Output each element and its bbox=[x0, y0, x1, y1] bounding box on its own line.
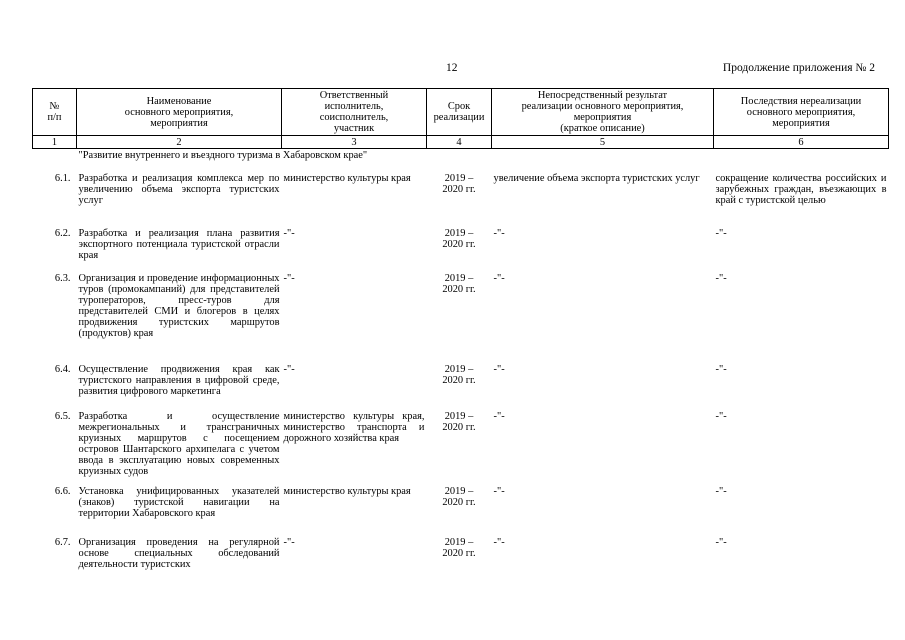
responsible-executor: министерство культуры края, министерство транспорта и дорожного хозяйства края bbox=[283, 411, 425, 444]
direct-result: -"- bbox=[493, 486, 505, 497]
direct-result: -"- bbox=[493, 273, 505, 284]
direct-result: -"- bbox=[493, 364, 505, 375]
measure-name: Организация проведения на регулярной основе специальных обследований деятельности туристских bbox=[78, 537, 280, 570]
responsible-executor: министерство культуры края bbox=[283, 486, 411, 497]
responsible-executor: -"- bbox=[283, 273, 295, 284]
column-number: 3 bbox=[282, 136, 427, 149]
responsible-executor: -"- bbox=[283, 537, 295, 548]
table-row bbox=[33, 537, 889, 577]
header-col-executor: Ответственный исполнитель, соисполнитель, участник bbox=[282, 89, 427, 136]
non-implementation-consequence: -"- bbox=[715, 537, 727, 548]
implementation-term: 2019 – 2020 гг. bbox=[442, 486, 476, 508]
table-row bbox=[33, 411, 889, 486]
non-implementation-consequence: -"- bbox=[715, 364, 727, 375]
section-row bbox=[33, 149, 889, 174]
implementation-term: 2019 – 2020 гг. bbox=[442, 228, 476, 250]
table-row bbox=[33, 173, 889, 228]
row-number: 6.1. bbox=[54, 173, 71, 184]
responsible-executor: -"- bbox=[283, 364, 295, 375]
row-number: 6.6. bbox=[54, 486, 71, 497]
implementation-term: 2019 – 2020 гг. bbox=[442, 273, 476, 295]
section-title: "Развитие внутреннего и въездного туризма в Хабаровском крае" bbox=[78, 150, 368, 161]
measure-name: Установка унифицированных указателей (знаков) туристской навигации на территории Хабаровского края bbox=[78, 486, 280, 519]
table-row bbox=[33, 486, 889, 537]
table-header-row bbox=[33, 89, 889, 136]
appendix-continuation-note: Продолжение приложения № 2 bbox=[722, 62, 875, 74]
column-number: 1 bbox=[33, 136, 77, 149]
measure-name: Разработка и реализация комплекса мер по увеличению объема экспорта туристских услуг bbox=[78, 173, 280, 206]
header-col-name: Наименование основного мероприятия, мероприятия bbox=[77, 89, 282, 136]
non-implementation-consequence: -"- bbox=[715, 228, 727, 239]
table-row bbox=[33, 364, 889, 411]
row-number: 6.7. bbox=[54, 537, 71, 548]
measure-name: Осуществление продвижения края как туристского направления в цифровой среде, развития цифрового маркетинга bbox=[78, 364, 280, 397]
measures-table bbox=[32, 88, 889, 577]
non-implementation-consequence: -"- bbox=[715, 273, 727, 284]
implementation-term: 2019 – 2020 гг. bbox=[442, 537, 476, 559]
row-number: 6.3. bbox=[54, 273, 71, 284]
row-number: 6.5. bbox=[54, 411, 71, 422]
column-number: 2 bbox=[77, 136, 282, 149]
column-number: 6 bbox=[714, 136, 889, 149]
implementation-term: 2019 – 2020 гг. bbox=[442, 364, 476, 386]
column-number-row bbox=[33, 136, 889, 149]
header-col-result: Непосредственный результат реализации основного мероприятия, мероприятия (краткое описание) bbox=[492, 89, 714, 136]
measure-name: Разработка и осуществление межрегиональных и трансграничных круизных маршрутов с посещением островов Шантарского архипелага с учетом ввода в эксплуатацию новых современных круизных судов bbox=[78, 411, 280, 477]
direct-result: увеличение объема экспорта туристских услуг bbox=[493, 173, 700, 184]
measure-name: Разработка и реализация плана развития экспортного потенциала туристской отрасли края bbox=[78, 228, 280, 261]
measure-name: Организация и проведение информационных туров (промокампаний) для представителей туроператоров, пресс-туров для представителей СМИ и блогеров в целях продвижения туристских маршрутов (продуктов) края bbox=[78, 273, 280, 339]
responsible-executor: -"- bbox=[283, 228, 295, 239]
non-implementation-consequence: -"- bbox=[715, 411, 727, 422]
implementation-term: 2019 – 2020 гг. bbox=[442, 173, 476, 195]
non-implementation-consequence: сокращение количества российских и зарубежных граждан, въезжающих в край с туристской целью bbox=[715, 173, 887, 206]
page-number: 12 bbox=[446, 62, 458, 74]
table-row bbox=[33, 228, 889, 273]
responsible-executor: министерство культуры края bbox=[283, 173, 411, 184]
direct-result: -"- bbox=[493, 228, 505, 239]
header-col-number: № п/п bbox=[33, 89, 77, 136]
column-number: 4 bbox=[427, 136, 492, 149]
row-number: 6.2. bbox=[54, 228, 71, 239]
row-number: 6.4. bbox=[54, 364, 71, 375]
non-implementation-consequence: -"- bbox=[715, 486, 727, 497]
column-number: 5 bbox=[492, 136, 714, 149]
direct-result: -"- bbox=[493, 537, 505, 548]
direct-result: -"- bbox=[493, 411, 505, 422]
header-col-consequence: Последствия нереализации основного мероприятия, мероприятия bbox=[714, 89, 889, 136]
implementation-term: 2019 – 2020 гг. bbox=[442, 411, 476, 433]
table-row bbox=[33, 273, 889, 364]
header-col-term: Срок реализации bbox=[427, 89, 492, 136]
